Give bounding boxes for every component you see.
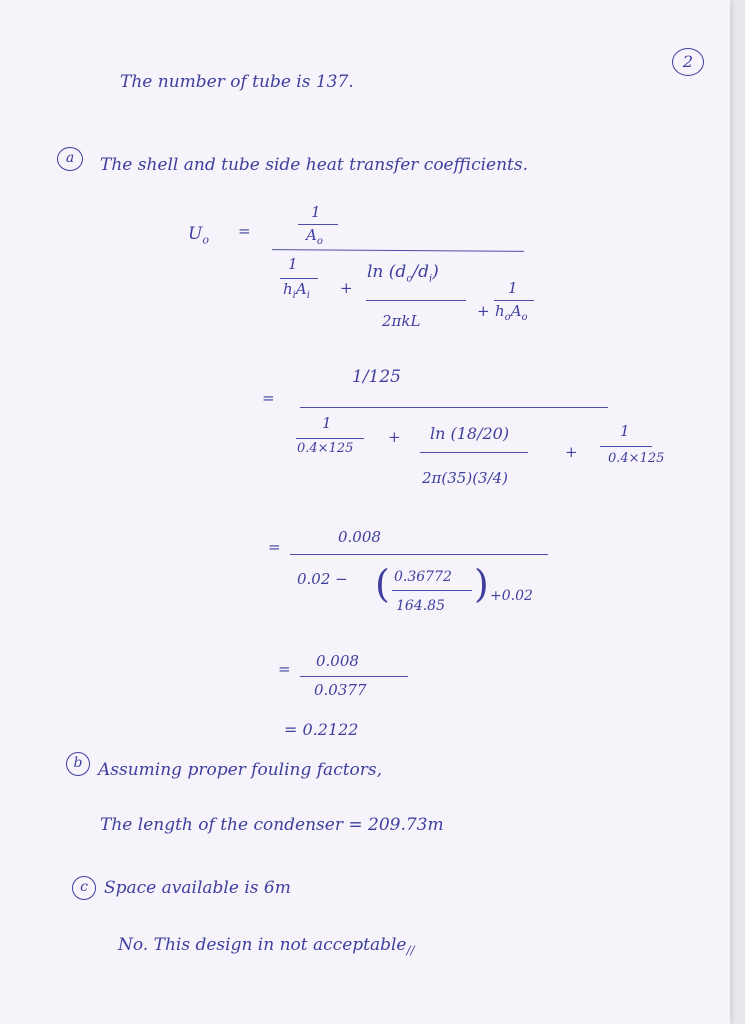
ln-term-bar: [366, 300, 466, 301]
equals-sign-1: =: [238, 222, 251, 240]
plus-1: +: [340, 279, 353, 297]
step3-numerator: 0.008: [338, 528, 381, 546]
plus-2: +: [477, 302, 490, 320]
intro-line: The number of tube is 137.: [120, 72, 354, 92]
top-numerator: 1: [311, 203, 321, 221]
step2-ln-bar: [420, 452, 528, 453]
step2-numerator: 1/125: [352, 367, 401, 387]
step2-term1-bar: [296, 438, 364, 439]
page-number: 2: [682, 52, 694, 71]
step3-inner-numerator: 0.36772: [394, 569, 452, 585]
term1-bar: [280, 278, 318, 279]
part-b-line-1: Assuming proper fouling factors,: [98, 760, 383, 780]
ln-term-denominator: 2πkL: [382, 312, 421, 330]
ln-term-numerator: $\ln (d_o/d_i)$: [367, 262, 439, 285]
step4-bar: [300, 676, 408, 677]
step2-term1-denominator: 0.4×125: [297, 441, 354, 456]
step2-ln-numerator: ln (18/20): [430, 424, 510, 443]
plus-4: +: [565, 443, 578, 461]
result-line: = 0.2122: [284, 720, 359, 739]
term3-numerator: 1: [508, 279, 518, 297]
equals-sign-2: =: [262, 389, 275, 407]
step2-term3-numerator: 1: [620, 422, 630, 440]
page-number-circle: [672, 48, 704, 76]
step3-denominator-right: +0.02: [490, 588, 533, 604]
main-fraction-bar-3: [290, 554, 548, 555]
step3-denominator-left: 0.02 −: [297, 570, 348, 588]
main-fraction-bar-1: [272, 249, 524, 252]
top-denominator: $A_o$: [306, 226, 323, 247]
right-paren: ): [474, 562, 489, 606]
step4-denominator: 0.0377: [314, 681, 367, 699]
step2-term1-numerator: 1: [322, 414, 332, 432]
part-b-marker: b: [66, 752, 90, 776]
part-c-marker: c: [72, 876, 96, 900]
main-fraction-bar-2: [300, 407, 608, 408]
u-o-symbol: $U_o$: [188, 224, 209, 247]
left-paren: (: [375, 562, 390, 606]
part-c-line-2: No. This design in not acceptable$_{//}$: [118, 935, 415, 958]
part-b-line-2: The length of the condenser = 209.73m: [100, 815, 444, 835]
term3-denominator: $h_oA_o$: [495, 302, 528, 323]
term1-denominator: $h_iA_i$: [283, 280, 310, 301]
step2-ln-denominator: 2π(35)(3/4): [422, 469, 509, 487]
step3-inner-bar: [392, 590, 472, 591]
end-mark: //: [406, 943, 415, 958]
plus-3: +: [388, 428, 401, 446]
part-a-marker: a: [57, 147, 83, 171]
equals-sign-3: =: [268, 538, 281, 556]
term3-bar: [494, 300, 534, 301]
step3-inner-denominator: 164.85: [396, 598, 445, 614]
term1-numerator: 1: [288, 255, 298, 273]
step4-numerator: 0.008: [316, 652, 359, 670]
step2-term3-bar: [600, 446, 652, 447]
equals-sign-4: =: [278, 660, 291, 678]
step2-term3-denominator: 0.4×125: [608, 451, 665, 466]
part-c-line-1: Space available is 6m: [104, 878, 291, 898]
part-a-heading: The shell and tube side heat transfer coefficients.: [100, 155, 529, 175]
top-small-bar: [298, 224, 338, 225]
